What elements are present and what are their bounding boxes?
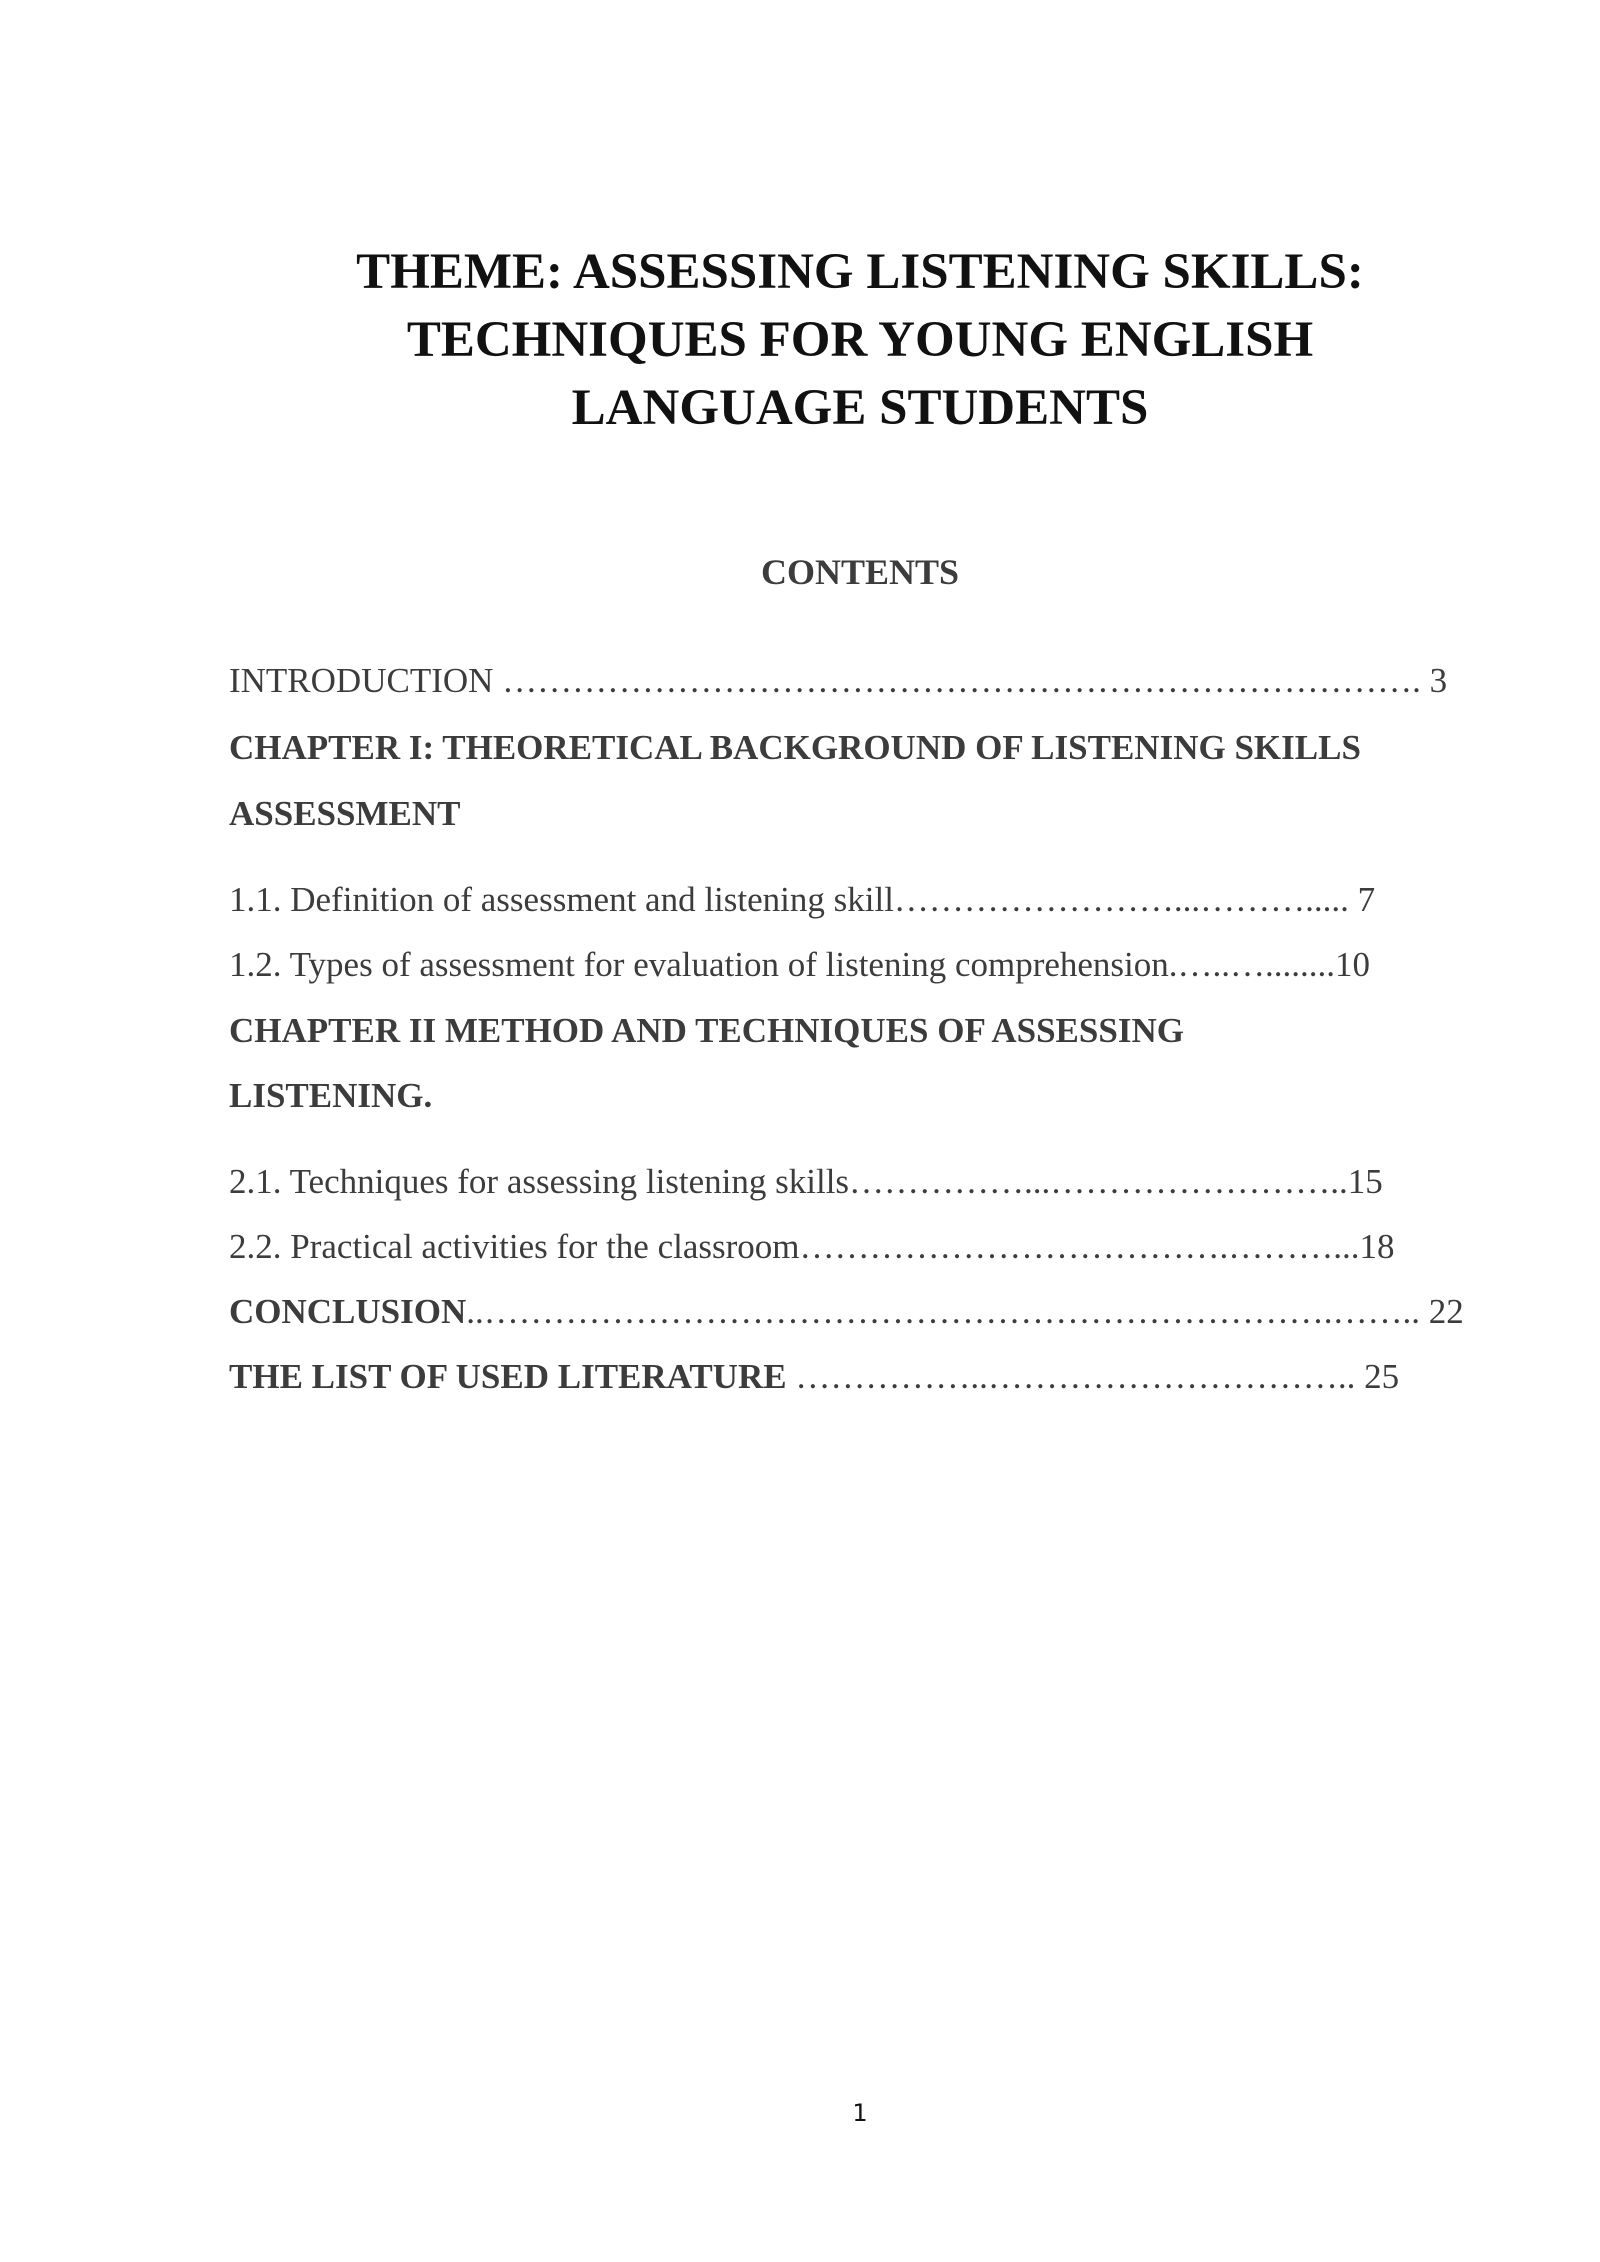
toc-conclusion-leader: ..……………………………………………………………….…….. 22	[466, 1292, 1464, 1331]
toc-item-1-2: 1.2. Types of assessment for evaluation of listening comprehension.…..…........10	[229, 945, 1371, 984]
page-number: 1	[852, 2099, 868, 2127]
toc-chapter-1-title-line-2: ASSESSMENT	[229, 794, 461, 833]
toc-chapter-2-title-line-1: CHAPTER II METHOD AND TECHNIQUES OF ASSESSING	[229, 1011, 1184, 1050]
toc-conclusion	[229, 1290, 1464, 1334]
title-line-2: TECHNIQUES FOR YOUNG ENGLISH	[406, 312, 1314, 368]
toc-introduction: INTRODUCTION ……………………………………………………………………. 3	[229, 661, 1448, 700]
toc-item-1-1: 1.1. Definition of assessment and listening skill……………………...………..... 7	[229, 880, 1376, 919]
title-line-1	[230, 238, 1490, 306]
title-line-3: LANGUAGE STUDENTS	[571, 380, 1149, 436]
toc-conclusion-label: CONCLUSION	[229, 1292, 467, 1331]
toc-chapter-2-title-line-2: LISTENING.	[229, 1076, 433, 1115]
toc-chapter-1-title-line-1: CHAPTER I: THEORETICAL BACKGROUND OF LISTENING SKILLS	[229, 728, 1361, 767]
contents-heading: CONTENTS	[760, 552, 960, 592]
title-theme-label: THEME	[356, 244, 547, 300]
toc-literature	[229, 1355, 1399, 1399]
toc-literature-label: THE LIST OF USED LITERATURE	[229, 1357, 787, 1396]
toc-literature-leader: ……………..………………………….. 25	[786, 1357, 1400, 1396]
title-line-1-text: : ASSESSING LISTENING SKILLS:	[546, 244, 1364, 300]
document-title	[230, 238, 1490, 442]
toc-item-2-2: 2.2. Practical activities for the classroom……………………………….………...18	[229, 1227, 1395, 1266]
toc-item-2-1: 2.1. Techniques for assessing listening skills……………...……………………..15	[229, 1162, 1383, 1201]
